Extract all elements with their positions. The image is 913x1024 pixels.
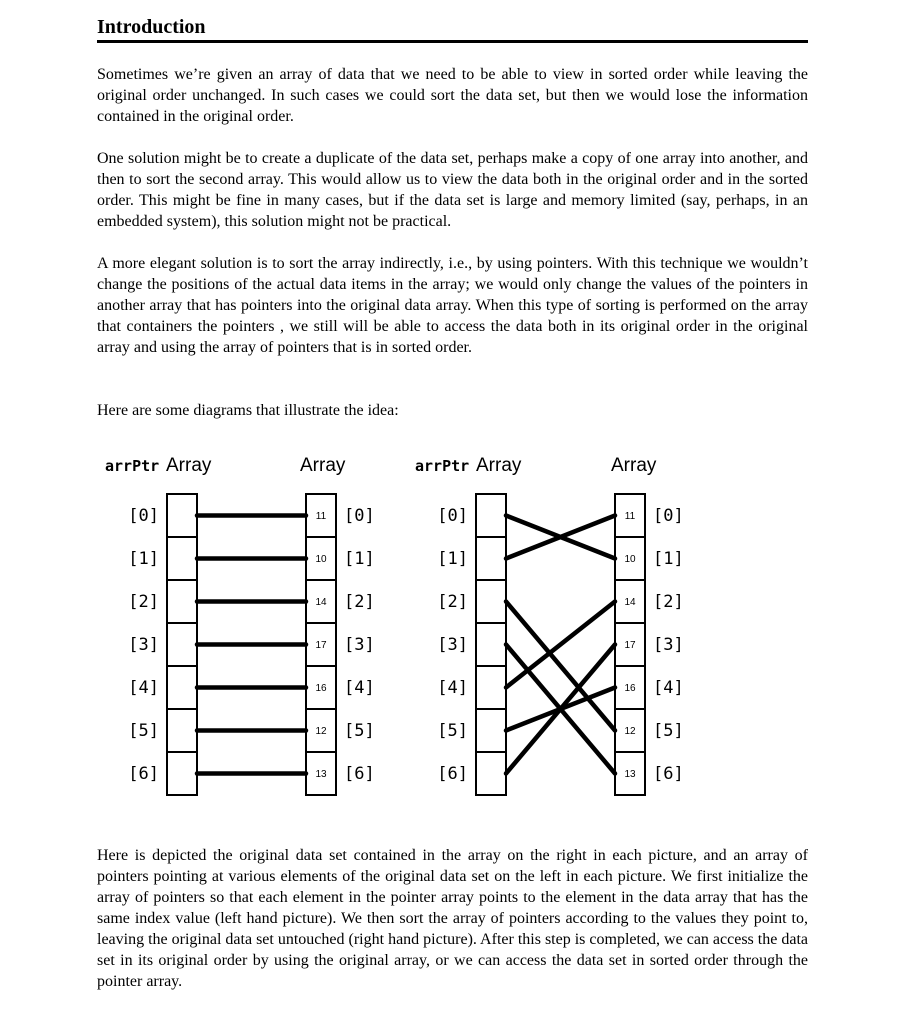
left-ptr-index: [2] xyxy=(128,592,159,612)
left-ptr-cell xyxy=(167,537,197,580)
left-data-index: [5] xyxy=(344,721,375,741)
right-ptr-cell xyxy=(476,752,506,795)
left-data-value: 12 xyxy=(315,726,327,737)
left-data-index: [6] xyxy=(344,764,375,784)
right-data-title: Array xyxy=(611,455,657,476)
right-ptr-cell xyxy=(476,623,506,666)
right-ptr-index: [3] xyxy=(437,635,468,655)
right-ptr-cell xyxy=(476,537,506,580)
left-data-index: [3] xyxy=(344,635,375,655)
right-ptr-title-sans: Array xyxy=(476,455,522,476)
paragraph-1: Sometimes we’re given an array of data that we need to be able to view in sorted order while leaving the original order unchanged. In such cases we could sort the data set, but then we would lose the information contained in the original order. xyxy=(97,66,808,125)
left-ptr-cell xyxy=(167,580,197,623)
left-ptr-cell xyxy=(167,666,197,709)
left-data-value: 16 xyxy=(315,683,327,694)
right-ptr-index: [2] xyxy=(437,592,468,612)
left-data-value: 10 xyxy=(315,554,327,565)
right-data-value: 16 xyxy=(624,683,636,694)
right-ptr-cell xyxy=(476,580,506,623)
right-diagram xyxy=(437,494,683,795)
right-ptr-index: [4] xyxy=(437,678,468,698)
right-data-index: [3] xyxy=(653,635,684,655)
left-data-title: Array xyxy=(300,455,346,476)
left-data-value: 14 xyxy=(315,597,327,608)
right-data-value: 14 xyxy=(624,597,636,608)
left-ptr-index: [3] xyxy=(128,635,159,655)
pointer-diagrams xyxy=(0,440,913,840)
right-data-value: 11 xyxy=(624,511,636,522)
left-ptr-cell xyxy=(167,494,197,537)
left-data-index: [4] xyxy=(344,678,375,698)
right-data-index: [1] xyxy=(653,549,684,569)
left-ptr-title-sans: Array xyxy=(166,455,212,476)
left-ptr-cell xyxy=(167,752,197,795)
left-ptr-index: [1] xyxy=(128,549,159,569)
right-ptr-index: [0] xyxy=(437,506,468,526)
left-diagram xyxy=(128,494,374,795)
right-data-index: [4] xyxy=(653,678,684,698)
right-ptr-index: [5] xyxy=(437,721,468,741)
right-data-index: [6] xyxy=(653,764,684,784)
paragraph-2: One solution might be to create a duplicate of the data set, perhaps make a copy of one array into another, and then to sort the second array. This would allow us to view the data both in the original order and in the sorted order. This might be fine in many cases, but if the data set is large and memory limited (say, perhaps, in an embedded system), this solution might not be practical. xyxy=(97,150,808,230)
left-data-value: 13 xyxy=(315,769,327,780)
right-ptr-index: [1] xyxy=(437,549,468,569)
right-ptr-index: [6] xyxy=(437,764,468,784)
paragraph-5: Here is depicted the original data set contained in the array on the right in each picture, and an array of pointers pointing at various elements of the original data set on the left in each picture. We first initialize the array of pointers so that each element in the pointer array points to the element in the data array that has the same index value (left hand picture). We then sort the array of pointers according to the values they point to, leaving the original data set untouched (right hand picture). After this step is completed, we can access the data set in its original order by using the original array, or we can access the data set in sorted order through the pointer array. xyxy=(97,847,808,990)
right-data-value: 17 xyxy=(624,640,636,651)
heading-rule xyxy=(97,40,808,43)
right-ptr-cell xyxy=(476,666,506,709)
right-ptr-cell xyxy=(476,494,506,537)
left-ptr-index: [5] xyxy=(128,721,159,741)
right-data-index: [0] xyxy=(653,506,684,526)
left-data-index: [2] xyxy=(344,592,375,612)
left-data-index: [1] xyxy=(344,549,375,569)
right-data-value: 13 xyxy=(624,769,636,780)
right-data-index: [5] xyxy=(653,721,684,741)
right-data-index: [2] xyxy=(653,592,684,612)
right-pointer-line xyxy=(506,602,615,688)
paragraph-4: Here are some diagrams that illustrate the idea: xyxy=(97,402,399,419)
right-data-value: 10 xyxy=(624,554,636,565)
left-data-value: 17 xyxy=(315,640,327,651)
left-data-index: [0] xyxy=(344,506,375,526)
left-ptr-index: [0] xyxy=(128,506,159,526)
left-ptr-cell xyxy=(167,623,197,666)
left-ptr-index: [4] xyxy=(128,678,159,698)
left-ptr-cell xyxy=(167,709,197,752)
section-heading: Introduction xyxy=(97,16,206,38)
paragraph-3: A more elegant solution is to sort the array indirectly, i.e., by using pointers. With this technique we wouldn’t change the positions of the actual data items in the array; we would only change the values of the pointers in another array that has pointers into the original data array. When this type of sorting is performed on the array that containers the pointers , we still will be able to access the data both in its original order in the original array and using the array of pointers that is in sorted order. xyxy=(97,255,808,356)
right-ptr-cell xyxy=(476,709,506,752)
left-data-value: 11 xyxy=(315,511,327,522)
right-ptr-title-mono: arrPtr xyxy=(415,457,470,475)
left-ptr-title-mono: arrPtr xyxy=(105,457,160,475)
right-data-value: 12 xyxy=(624,726,636,737)
left-ptr-index: [6] xyxy=(128,764,159,784)
